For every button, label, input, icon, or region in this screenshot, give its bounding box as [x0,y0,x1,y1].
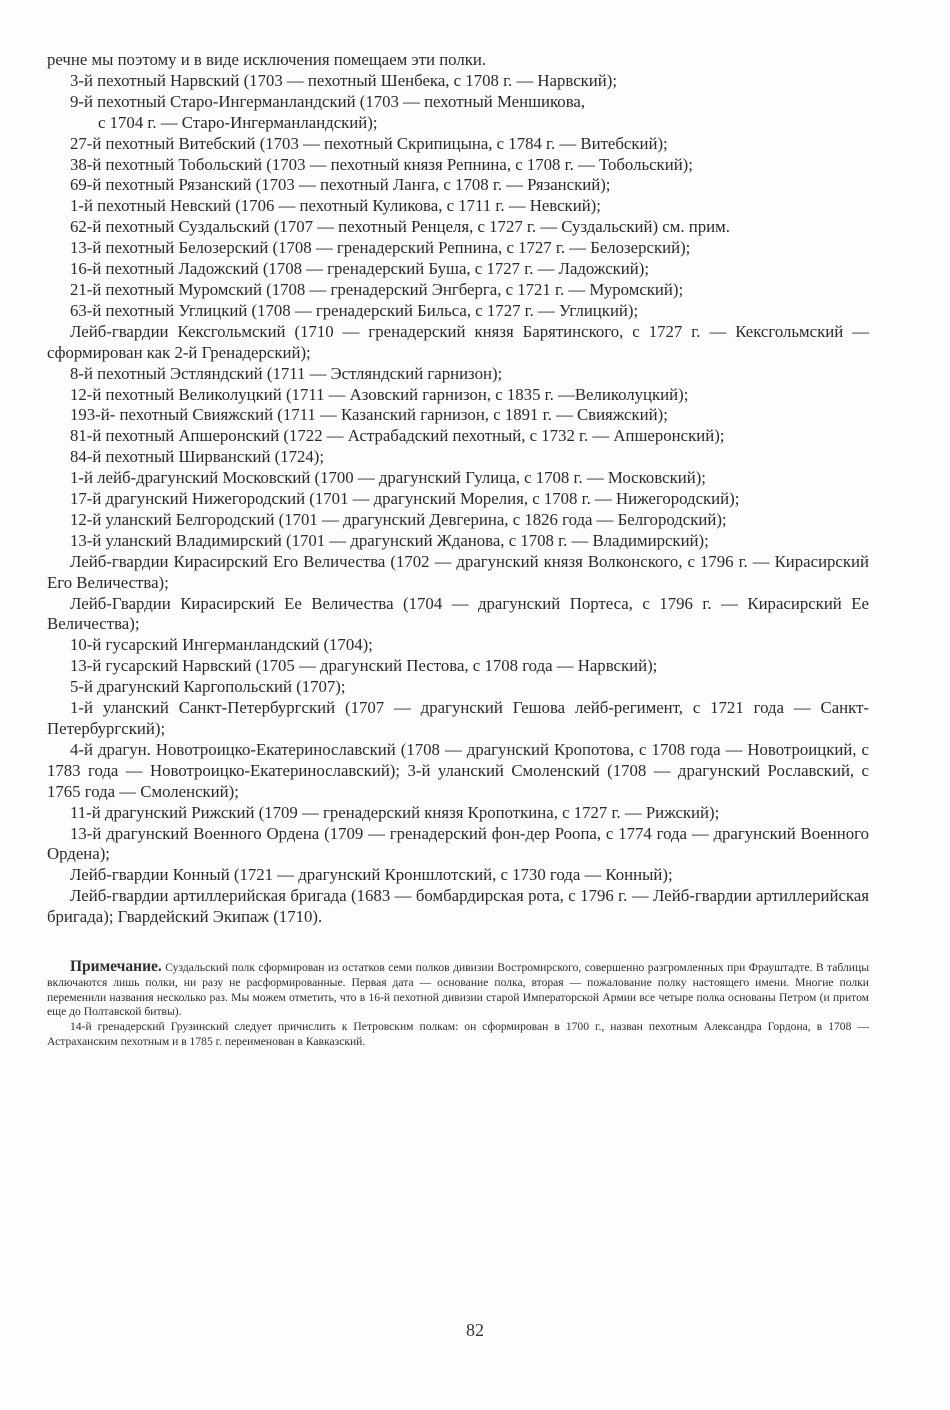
note-paragraph-1 [47,960,869,1020]
note-title: Примечание. [70,958,162,975]
list-line: 13-й гусарский Нарвский (1705 — драгунский Пестова, с 1708 года — Нарвский); [70,656,658,676]
list-line: 13-й уланский Владимирский (1701 — драгунский Жданова, с 1708 г. — Владимирский); [70,530,709,550]
page-number: 82 [466,1320,484,1340]
list-line: 38-й пехотный Тобольский (1703 — пехотный князя Репнина, с 1708 г. — Тобольский); [70,154,693,174]
list-line: 13-й пехотный Белозерский (1708 — гренадерский Репнина, с 1727 г. — Белозерский); [70,238,691,258]
list-line: 12-й уланский Белгородский (1701 — драгунский Девгерина, с 1826 года — Белгородский); [70,509,727,529]
list-line: 69-й пехотный Рязанский (1703 — пехотный Ланга, с 1708 г. — Рязанский); [70,175,611,195]
list-line: 84-й пехотный Ширванский (1724); [70,447,325,467]
list-line: 193-й- пехотный Свияжский (1711 — Казанский гарнизон, с 1891 г. — Свияжский); [70,405,668,425]
list-line: речне мы поэтому и в виде исключения помещаем эти полки. [47,50,487,69]
list-line: Лейб-Гвардии Кирасирский Ее Величества (1704 — драгунский Портеса, с 1796 г. — Кирасирский Ее Величества); [47,593,869,634]
list-line: 21-й пехотный Муромский (1708 — гренадерский Энгберга, с 1721 г. — Муромский); [70,279,684,299]
list-line: 12-й пехотный Великолуцкий (1711 — Азовский гарнизон, с 1835 г. —Великолуцкий); [70,384,689,404]
note-text-1: Суздальский полк сформирован из остатков семи полков дивизии Востромирского, совершенно разгромленных при Фрауштадте. В таблицы включаются лишь полки, ни разу не расформированные. Первая дата — основание полка, вторая — пожалование полку настоящего имени. Многие полки переменили названия несколько раз. Мы можем отметить, что в 16-й пехотной дивизии старой Императорской Армии все четыре полка основаны Петром (и притом еще до Полтавской битвы). [47,961,869,1019]
list-line: Лейб-гвардии Конный (1721 — драгунский Кроншлотский, с 1730 года — Конный); [70,865,673,885]
list-line-continuation: с 1704 г. — Старо-Ингерманландский); [98,112,378,132]
list-line: 3-й пехотный Нарвский (1703 — пехотный Шенбека, с 1708 г. — Нарвский); [70,70,618,90]
list-line: Лейб-гвардии Кексгольмский (1710 — гренадерский князя Барятинского, с 1727 г. — Кексгольмский — сформирован как 2-й Гренадерский); [47,321,869,362]
list-line: Лейб-гвардии Кирасирский Его Величества (1702 — драгунский князя Волконского, с 1796 г. — Кирасирский Его Величества); [47,551,869,592]
list-line: 4-й драгун. Новотроицко-Екатеринославский (1708 — драгунский Кропотова, с 1708 года — Новотроицкий, с 1783 года — Новотроицко-Екатеринославский); 3-й уланский Смоленский (1708 — драгунский Рославский, с 1765 года — Смоленский); [47,739,869,801]
list-line-part: 9-й пехотный Старо-Ингерманландский (1703 — пехотный Меншикова, [70,91,586,111]
list-line: 11-й драгунский Рижский (1709 — гренадерский князя Кропоткина, с 1727 г. — Рижский); [70,802,720,822]
list-line: 1-й уланский Санкт-Петербургский (1707 — драгунский Гешова лейб-регимент, с 1721 года — Санкт-Петербургский); [47,698,869,738]
list-line: 62-й пехотный Суздальский (1707 — пехотный Ренцеля, с 1727 г. — Суздальский) см. прим. [70,217,730,237]
list-line: 1-й лейб-драгунский Московский (1700 — драгунский Гулица, с 1708 г. — Московский); [70,468,706,488]
list-line: 16-й пехотный Ладожский (1708 — гренадерский Буша, с 1727 г. — Ладожский); [70,259,650,279]
regiment-list [47,50,869,928]
note-paragraph-2: 14-й гренадерский Грузинский следует причислить к Петровским полкам: он сформирован в 1700 г., назван пехотным Александра Гордона, в 1708 — Астраханским пехотным и в 1785 г. переименован в Кавказский. [47,1020,869,1048]
note-section [47,960,869,1050]
list-line: 17-й драгунский Нижегородский (1701 — драгунский Морелия, с 1708 г. — Нижегородский); [70,489,740,509]
list-line: 8-й пехотный Эстляндский (1711 — Эстляндский гарнизон); [70,363,503,383]
list-line [47,92,869,134]
list-line: Лейб-гвардии артиллерийская бригада (1683 — бомбардирская рота, с 1796 г. — Лейб-гвардии артиллерийская бригада); Гвардейский Экипаж (1710). [47,886,869,927]
list-line: 13-й драгунский Военного Ордена (1709 — гренадерский фон-дер Роопа, с 1774 года — драгунский Военного Ордена); [47,823,869,864]
list-line: 5-й драгунский Каргопольский (1707); [70,677,346,697]
list-line: 27-й пехотный Витебский (1703 — пехотный Скрипицына, с 1784 г. — Витебский); [70,133,668,153]
list-line: 1-й пехотный Невский (1706 — пехотный Куликова, с 1711 г. — Невский); [70,196,601,216]
list-line: 10-й гусарский Ингерманландский (1704); [70,635,373,655]
list-line: 63-й пехотный Углицкий (1708 — гренадерский Бильса, с 1727 г. — Углицкий); [70,300,639,320]
list-line: 81-й пехотный Апшеронский (1722 — Астрабадский пехотный, с 1732 г. — Апшеронский); [70,426,725,446]
